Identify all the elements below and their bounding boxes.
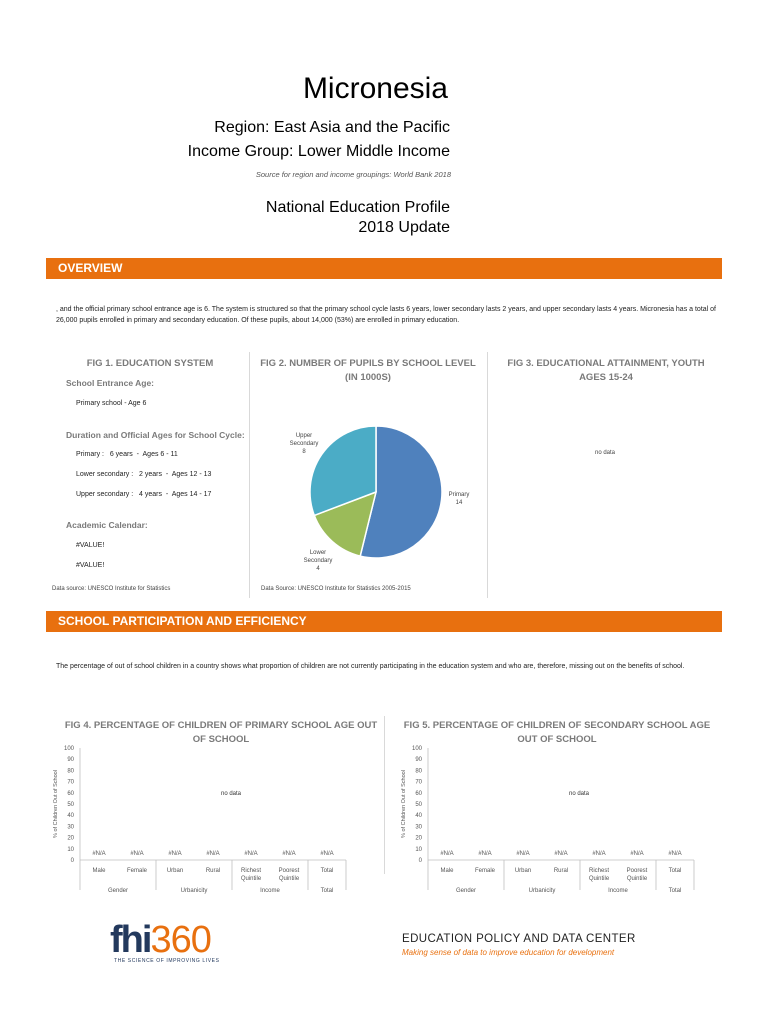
x-group-label: Gender (107, 888, 129, 894)
bar-data-label: #N/A (478, 851, 492, 857)
y-tick-label: 20 (415, 835, 422, 842)
fhi-logo-text: fhi (110, 919, 151, 961)
fig2-title-line1: FIG 2. NUMBER OF PUPILS BY SCHOOL LEVEL (260, 358, 476, 369)
y-tick-label: 60 (67, 790, 74, 797)
bar-data-label: #N/A (440, 851, 454, 857)
x-tick-label: Quintile (588, 876, 610, 882)
x-group-label: Total (668, 888, 682, 894)
region-label: Region: East Asia and the Pacific (214, 119, 450, 136)
y-tick-label: 50 (67, 802, 74, 808)
country-title: Micronesia (302, 72, 448, 105)
participation-paragraph: The percentage of out of school children in a country shows what proportion of children are not currently participating in the education system and who are, therefore, missing out on the benefits of school. (56, 663, 685, 670)
x-tick-label: Total (320, 868, 334, 874)
fig2-title-line2: (IN 1000S) (345, 372, 391, 383)
pie-category-label: Upper (295, 433, 313, 439)
fig1-fig2-divider (249, 352, 250, 598)
bar-data-label: #N/A (206, 851, 220, 857)
overview-paragraph: , and the official primary school entrance age is 6. The system is structured so that the primary school cycle lasts 6 years, lower secondary lasts 2 years, and upper secondary lasts 4 years. Micronesia has a total of 26,000 pupils enrolled in primary and secondary education. Of these pupils, about 14,000 (53%) are enrolled in primary education. (56, 306, 716, 324)
fig1-entrance-heading: School Entrance Age: (66, 378, 155, 388)
x-group-label: Gender (455, 888, 477, 894)
fig1-cycle-upper-secondary: Upper secondary : 4 years - Ages 14 - 17 (76, 491, 212, 498)
fig1-duration-heading: Duration and Official Ages for School Cycle: (66, 430, 245, 440)
y-tick-label: 10 (67, 846, 74, 853)
y-tick-label: 10 (415, 846, 422, 853)
x-group-label: Income (608, 888, 628, 894)
fig1-calendar-item: #VALUE! (76, 562, 105, 569)
bar-data-label: #N/A (244, 851, 258, 857)
bar-data-label: #N/A (630, 851, 644, 857)
pie-data-label: 4 (316, 566, 320, 572)
bar-data-label: #N/A (130, 851, 144, 857)
profile-title: National Education Profile (265, 199, 450, 216)
x-tick-label: Rural (553, 868, 569, 874)
x-group-label: Income (260, 888, 280, 894)
epdc-tagline: Making sense of data to improve education for development (402, 948, 615, 957)
y-axis-label: % of Children Out of School (53, 770, 59, 838)
x-tick-label: Urban (166, 868, 184, 874)
x-tick-label: Poorest (626, 868, 648, 874)
y-tick-label: 40 (415, 813, 422, 820)
y-tick-label: 70 (415, 779, 422, 786)
bar-data-label: #N/A (554, 851, 568, 857)
y-tick-label: 80 (415, 768, 422, 775)
bar-data-label: #N/A (320, 851, 334, 857)
overview-section-bar: OVERVIEW (46, 258, 722, 279)
fig2-fig3-divider (487, 352, 488, 598)
fig1-calendar-heading: Academic Calendar: (66, 520, 148, 530)
x-tick-label: Quintile (240, 876, 262, 882)
fig2-source: Data Source: UNESCO Institute for Statistics 2005-2015 (261, 586, 411, 592)
x-tick-label: Female (474, 868, 496, 874)
fhi-logo (110, 921, 211, 959)
bar-data-label: #N/A (516, 851, 530, 857)
fig4-title-line1: FIG 4. PERCENTAGE OF CHILDREN OF PRIMARY SCHOOL AGE OUT (64, 720, 378, 731)
y-tick-label: 0 (418, 858, 422, 864)
participation-section-bar: SCHOOL PARTICIPATION AND EFFICIENCY (46, 611, 722, 632)
x-tick-label: Rural (205, 868, 221, 874)
fig1-entrance-item: Primary school - Age 6 (76, 400, 147, 407)
x-tick-label: Male (92, 868, 106, 874)
fig5-title-line1: FIG 5. PERCENTAGE OF CHILDREN OF SECONDARY SCHOOL AGE (403, 720, 711, 731)
pie-data-label: 8 (302, 449, 306, 455)
y-tick-label: 90 (67, 757, 74, 764)
pie-category-label: Primary (448, 492, 470, 498)
y-tick-label: 30 (415, 824, 422, 831)
profile-update: 2018 Update (358, 219, 450, 236)
y-tick-label: 70 (67, 779, 74, 786)
bar-data-label: #N/A (592, 851, 606, 857)
y-tick-label: 20 (67, 835, 74, 842)
bar-data-label: #N/A (168, 851, 182, 857)
fig5-title-line2: OUT OF SCHOOL (517, 734, 597, 745)
bar-data-label: #N/A (282, 851, 296, 857)
y-tick-label: 100 (63, 746, 74, 752)
x-group-label: Urbanicity (528, 888, 556, 894)
y-tick-label: 40 (67, 813, 74, 820)
fig3-title-line2: AGES 15-24 (579, 372, 633, 383)
x-group-label: Urbanicity (180, 888, 208, 894)
bar-data-label: #N/A (92, 851, 106, 857)
fig4-fig5-divider (384, 716, 385, 874)
x-tick-label: Richest (588, 868, 610, 874)
fig1-title: FIG 1. EDUCATION SYSTEM (86, 358, 214, 369)
fig4-bar-chart (46, 742, 356, 894)
y-axis-label: % of Children Out of School (401, 770, 407, 838)
y-tick-label: 60 (415, 790, 422, 797)
fig4-title-line2: OF SCHOOL (192, 734, 250, 745)
chart-no-data-annotation: no data (220, 791, 242, 798)
x-tick-label: Female (126, 868, 148, 874)
x-tick-label: Poorest (278, 868, 300, 874)
pie-category-label: Secondary (289, 441, 319, 447)
fig3-title-line1: FIG 3. EDUCATIONAL ATTAINMENT, YOUTH (507, 358, 705, 369)
x-tick-label: Total (668, 868, 682, 874)
y-tick-label: 90 (415, 757, 422, 764)
epdc-title: EDUCATION POLICY AND DATA CENTER (402, 933, 636, 945)
bar-data-label: #N/A (668, 851, 682, 857)
pie-data-label: 14 (455, 500, 463, 506)
y-tick-label: 80 (67, 768, 74, 775)
x-tick-label: Richest (240, 868, 262, 874)
fig1-cycle-lower-secondary: Lower secondary : 2 years - Ages 12 - 13 (76, 471, 212, 478)
income-group-label: Income Group: Lower Middle Income (187, 143, 450, 160)
chart-no-data-annotation: no data (568, 791, 590, 798)
y-tick-label: 0 (70, 858, 74, 864)
fig1-cycle-primary: Primary : 6 years - Ages 6 - 11 (76, 451, 178, 458)
x-group-label: Total (320, 888, 334, 894)
x-tick-label: Quintile (626, 876, 648, 882)
y-tick-label: 30 (67, 824, 74, 831)
y-tick-label: 50 (415, 802, 422, 808)
grouping-source-note: Source for region and income groupings: World Bank 2018 (255, 170, 451, 179)
fig1-calendar-item: #VALUE! (76, 542, 105, 549)
x-tick-label: Quintile (278, 876, 300, 882)
pie-category-label: Secondary (303, 558, 333, 564)
fig2-pie-chart (252, 390, 484, 582)
x-tick-label: Urban (514, 868, 532, 874)
x-tick-label: Male (440, 868, 454, 874)
fig3-no-data: no data (595, 450, 616, 456)
y-tick-label: 100 (411, 746, 422, 752)
fhi-logo-tagline: THE SCIENCE OF IMPROVING LIVES (114, 958, 220, 964)
fig1-source: Data source: UNESCO Institute for Statistics (52, 586, 171, 592)
pie-category-label: Lower (309, 550, 327, 556)
fhi-logo-number: 360 (150, 919, 211, 961)
fig5-bar-chart (394, 742, 704, 894)
